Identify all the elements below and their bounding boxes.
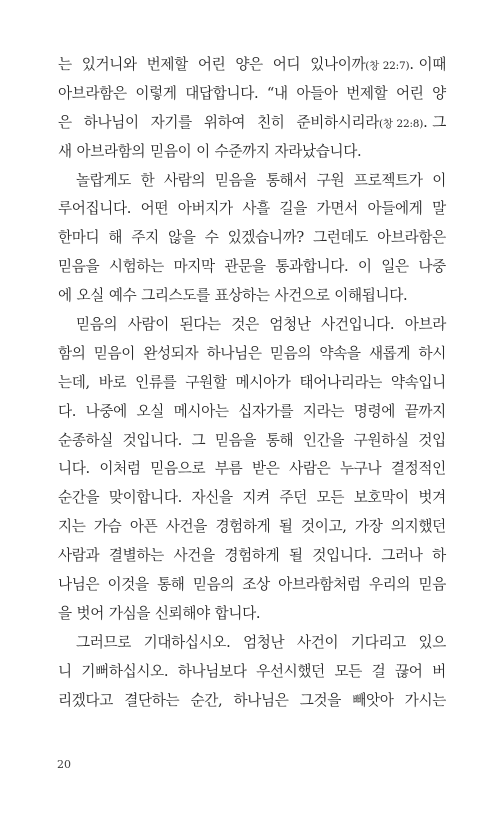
word: 친히	[257, 113, 285, 131]
word: 버	[432, 662, 446, 680]
word: 맞이합니다.	[108, 489, 182, 507]
word: 니다.	[58, 460, 90, 478]
word: 빼앗아	[352, 691, 394, 709]
word: 이	[432, 171, 446, 189]
word: 은	[58, 113, 72, 131]
word: 니	[58, 662, 72, 680]
word: 경험하게	[215, 518, 271, 536]
text-line	[58, 51, 446, 80]
word: 인간을	[302, 431, 345, 449]
word: 다.	[58, 402, 77, 420]
word: 지켜	[242, 489, 270, 507]
word: 준비하시리라(창 22:8). 그	[296, 113, 446, 131]
text-line	[58, 195, 446, 224]
text-line	[58, 224, 446, 253]
word: 사건이	[296, 633, 339, 651]
word: 끝까지	[404, 402, 446, 420]
word: 사흘	[242, 200, 270, 218]
body-text	[58, 51, 446, 715]
word: 된다는	[179, 316, 221, 334]
text-after-reference: . 이때	[409, 56, 446, 73]
word: 믿음의	[192, 576, 235, 594]
word: 그것을	[299, 691, 341, 709]
word: 놀랍게도	[76, 171, 131, 189]
word: 끊어	[395, 662, 423, 680]
word: 것입니다.	[312, 547, 372, 565]
word: 이	[357, 258, 372, 276]
word: 어떤	[140, 200, 169, 218]
word: 어린	[197, 56, 226, 73]
word: 있나이까(창 22:7). 이때	[310, 56, 446, 73]
word: 아들에게	[367, 200, 423, 218]
word: 번제할	[346, 84, 388, 102]
word: 있으	[418, 633, 446, 651]
word: 관문을	[224, 258, 266, 276]
word: 나중에	[85, 402, 127, 420]
word: 믿음이	[150, 142, 197, 160]
word: 양	[432, 84, 446, 102]
word: 명령에	[353, 402, 396, 420]
word: 믿음으로	[150, 460, 206, 478]
word: 마지막	[173, 258, 215, 276]
word: 가슴	[93, 518, 122, 536]
word: 하시	[418, 344, 446, 362]
word: 가심을	[108, 604, 155, 622]
word: 사건을	[173, 547, 215, 565]
word: 주던	[279, 489, 308, 507]
text-line	[58, 455, 446, 484]
word: 어디	[272, 56, 301, 73]
word: 십자가를	[238, 402, 294, 420]
word: 자신을	[191, 489, 233, 507]
word: 하나님이	[83, 113, 139, 131]
word: 믿음의	[269, 344, 312, 362]
word: 통해서	[265, 171, 308, 189]
word: 있거니와	[81, 56, 137, 73]
text-after-reference: . 그	[423, 113, 446, 131]
word: 않을	[168, 229, 196, 247]
word: 이렇게	[135, 84, 177, 102]
word: 메시아가	[235, 373, 291, 391]
text-line	[58, 311, 446, 340]
word: 믿음을	[214, 431, 257, 449]
text-line	[58, 484, 446, 513]
word: 보호막이	[353, 489, 409, 507]
word: 이해됩니다.	[334, 287, 408, 305]
word: 것이고,	[301, 518, 347, 536]
word: 사람과	[58, 547, 100, 565]
text-line	[58, 138, 446, 167]
word: 부름	[214, 460, 243, 478]
scripture-reference: (창 22:8)	[379, 117, 424, 130]
word: 기다리고	[350, 633, 406, 651]
word: 신뢰해야	[154, 604, 215, 622]
word: 순종하실	[58, 431, 113, 449]
word: 합니다.	[214, 604, 261, 622]
word: 순간,	[190, 691, 223, 709]
word: 대답합니다.	[185, 84, 259, 102]
word: 하나님보다	[177, 662, 247, 680]
word: 믿음	[418, 576, 446, 594]
word: 나중	[418, 258, 446, 276]
text-line	[58, 658, 446, 687]
word: 구원할	[185, 373, 227, 391]
word: 양은	[235, 56, 263, 73]
word: 수준까지	[214, 142, 275, 160]
word: 사건입니다.	[321, 316, 395, 334]
text-line	[58, 513, 446, 542]
word: 결정적인	[390, 460, 446, 478]
word: 모든	[334, 662, 363, 680]
word: 해	[108, 229, 123, 247]
word: 오실	[136, 402, 165, 420]
word: 이처럼	[99, 460, 141, 478]
word: 하나님은	[233, 691, 289, 709]
text-line	[58, 282, 446, 311]
word: 길을	[279, 200, 308, 218]
word: 조상	[242, 576, 270, 594]
word: 기뻐하십시오.	[81, 662, 169, 680]
page-number: 20	[57, 758, 71, 771]
word: 엄청난	[269, 316, 311, 334]
text-line	[58, 80, 446, 109]
word: 통과합니다.	[275, 258, 349, 276]
word: 약속입니	[390, 373, 446, 391]
word: 믿음이	[93, 344, 136, 362]
word: 엄청난	[243, 633, 285, 651]
word: 약속을	[319, 344, 361, 362]
word: 그러나	[381, 547, 423, 565]
word: 것은	[231, 316, 259, 334]
word: 사람의	[164, 171, 206, 189]
word: 우선시했던	[256, 662, 325, 680]
word: 완성되자	[143, 344, 199, 362]
word: 될	[278, 518, 293, 536]
text-line	[58, 167, 446, 196]
word: 하나님은	[206, 344, 262, 362]
word: 사람이	[127, 316, 170, 334]
word: 아버지가	[177, 200, 233, 218]
word: 구원하실	[353, 431, 409, 449]
text-line	[58, 340, 446, 369]
word: “내	[266, 84, 288, 102]
word: 메시아는	[173, 402, 229, 420]
word: 순간을	[58, 489, 100, 507]
word: 주지	[131, 229, 159, 247]
word: 걸	[371, 662, 386, 680]
word: 수	[204, 229, 219, 247]
word: 아픈	[129, 518, 158, 536]
word: 자기를	[150, 113, 192, 131]
word: 통해	[157, 576, 185, 594]
word: 한	[140, 171, 155, 189]
word: 의지했던	[390, 518, 446, 536]
word: 일은	[381, 258, 409, 276]
word: 표상하는	[214, 287, 275, 305]
word: 통해	[265, 431, 294, 449]
word: 한마디	[58, 229, 100, 247]
text-line	[58, 600, 446, 629]
word: 받은	[252, 460, 280, 478]
word: 어린	[396, 84, 424, 102]
word: 아브라함은	[58, 84, 127, 102]
word: 것입니다.	[122, 431, 182, 449]
word: 아들아	[296, 84, 338, 102]
word: 새롭게	[368, 344, 411, 362]
word: 위하여	[203, 113, 246, 131]
word: 이	[196, 142, 215, 160]
text-line	[58, 427, 446, 456]
word: 우리의	[368, 576, 411, 594]
word: 아브라	[404, 316, 446, 334]
word: 누구나	[340, 460, 382, 478]
word: 바로	[98, 373, 127, 391]
word: 믿음을	[58, 258, 100, 276]
text-line	[58, 629, 446, 658]
word: 지라는	[302, 402, 345, 420]
text-line	[58, 398, 446, 427]
word: 결단하는	[124, 691, 180, 709]
word: 아브라함처럼	[278, 576, 361, 594]
text-line	[58, 687, 446, 716]
text-line	[58, 109, 446, 138]
word: 그러므로	[76, 633, 131, 651]
word: 그	[191, 431, 206, 449]
word: 프로젝트가	[353, 171, 423, 189]
word: 인류를	[135, 373, 177, 391]
text-line	[58, 542, 446, 571]
word: 에	[58, 287, 77, 305]
word: 는데,	[58, 373, 90, 391]
word: 있겠습니까?	[227, 229, 304, 247]
word: 것입	[418, 431, 446, 449]
word: 이것을	[107, 576, 149, 594]
word: 는	[58, 56, 72, 73]
word: 사건으로	[274, 287, 335, 305]
word: 예수	[108, 287, 142, 305]
word: 믿음을	[214, 171, 257, 189]
word: 태어나리라는	[299, 373, 382, 391]
word: 리겠다고	[58, 691, 113, 709]
word: 구원	[316, 171, 345, 189]
word: 벗겨	[418, 489, 446, 507]
word: 모든	[316, 489, 345, 507]
word: 기대하십시오.	[143, 633, 231, 651]
word: 가시는	[404, 691, 446, 709]
word: 아브라함은	[377, 229, 446, 247]
word: 가면서	[316, 200, 358, 218]
text-line	[58, 253, 446, 282]
word: 새	[58, 142, 77, 160]
word: 사건을	[165, 518, 208, 536]
word: 자라났습니다.	[274, 142, 362, 160]
word: 사람은	[289, 460, 331, 478]
word: 하	[432, 547, 446, 565]
word: 함의	[58, 344, 86, 362]
word: 될	[289, 547, 303, 565]
word: 경험하게	[224, 547, 280, 565]
word: 번제할	[146, 56, 188, 73]
text-line	[58, 369, 446, 398]
word: 말	[432, 200, 446, 218]
word: 나님은	[58, 576, 100, 594]
word: 믿음의	[76, 316, 118, 334]
word: 시험하는	[108, 258, 164, 276]
text-line	[58, 571, 446, 600]
word: 지는	[58, 518, 86, 536]
word: 그리스도를	[141, 287, 215, 305]
word: 벗어	[76, 604, 109, 622]
word: 그런데도	[313, 229, 368, 247]
word: 가장	[355, 518, 383, 536]
scripture-reference: (창 22:7)	[365, 60, 410, 72]
word: 루어집니다.	[58, 200, 132, 218]
word: 을	[58, 604, 77, 622]
word: 오실	[76, 287, 109, 305]
word: 아브라함의	[76, 142, 151, 160]
word: 결별하는	[108, 547, 164, 565]
